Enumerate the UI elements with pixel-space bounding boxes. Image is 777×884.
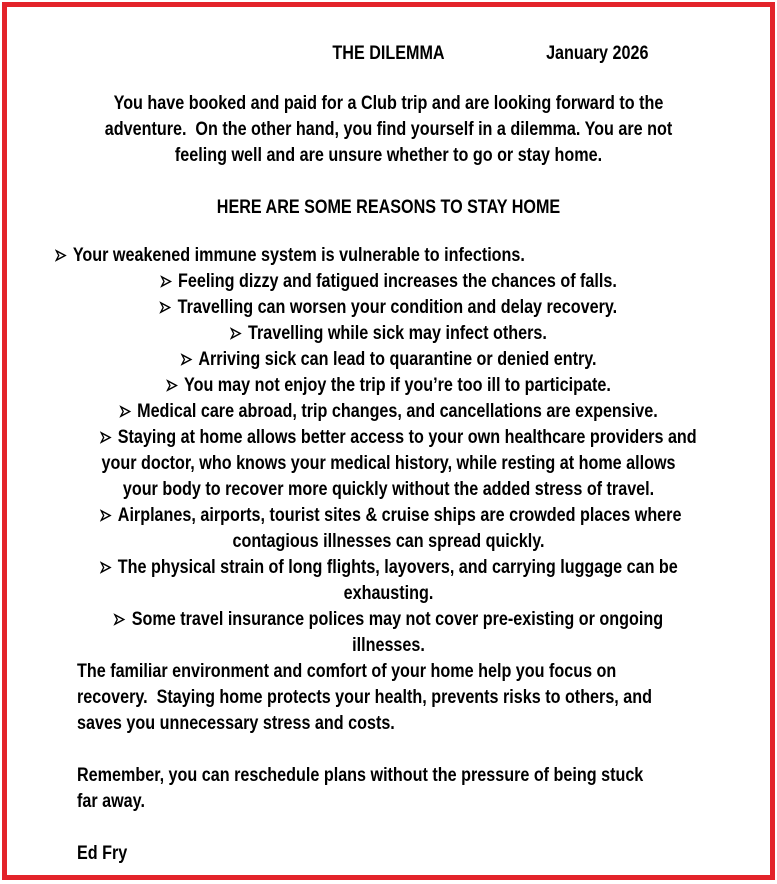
reason-item [49, 373, 728, 399]
reason-item [49, 399, 728, 425]
text-line: Arriving sick can lead to quarantine or denied entry. [100, 347, 677, 373]
text-line: Staying at home allows better access to your own healthcare providers and [100, 425, 677, 451]
text-line: You may not enjoy the trip if you’re too ill to participate. [100, 373, 677, 399]
section-heading-text: HERE ARE SOME REASONS TO STAY HOME [216, 197, 561, 218]
bullet-arrow-icon [160, 275, 172, 288]
header [49, 41, 728, 67]
reason-item [49, 425, 728, 503]
text-line: exhausting. [343, 583, 434, 604]
text-line: The familiar environment and comfort of your home help you focus on [77, 661, 617, 682]
bullet-arrow-icon [166, 379, 178, 392]
reason-item [49, 243, 728, 269]
bullet-arrow-icon [160, 301, 172, 314]
text-line: far away. [77, 791, 145, 812]
text-line: Travelling can worsen your condition and delay recovery. [100, 295, 677, 321]
reason-item [49, 555, 728, 607]
text-line: your body to recover more quickly without the added stress of travel. [122, 479, 655, 500]
bullet-arrow-icon [230, 327, 242, 340]
intro-paragraph [49, 91, 728, 169]
signature-text: Ed Fry [77, 843, 128, 864]
bullet-arrow-icon [100, 561, 112, 574]
bullet-arrow-icon [55, 249, 67, 262]
reason-item [49, 503, 728, 555]
section-heading [49, 195, 728, 221]
text-line: adventure. On the other hand, you find yourself in a dilemma. You are not [104, 119, 673, 140]
text-line: Medical care abroad, trip changes, and cancellations are expensive. [100, 399, 677, 425]
closing-paragraph [49, 763, 728, 815]
text-line: Remember, you can reschedule plans without the pressure of being stuck [77, 765, 644, 786]
bullet-arrow-icon [119, 405, 131, 418]
text-line: illnesses. [352, 635, 425, 656]
signature [49, 841, 728, 867]
reasons-list [49, 243, 728, 659]
text-line: recovery. Staying home protects your health, prevents risks to others, and [77, 687, 652, 708]
text-line: Feeling dizzy and fatigued increases the chances of falls. [100, 269, 677, 295]
closing-paragraphs [49, 659, 728, 815]
document-page [2, 2, 775, 880]
text-line: The physical strain of long flights, layovers, and carrying luggage can be [100, 555, 677, 581]
text-line: your doctor, who knows your medical history, while resting at home allows [101, 453, 676, 474]
text-line: Your weakened immune system is vulnerable to infections. [55, 243, 627, 269]
text-line: contagious illnesses can spread quickly. [232, 531, 545, 552]
reason-item [49, 321, 728, 347]
text-line: You have booked and paid for a Club trip and are looking forward to the [113, 93, 664, 114]
closing-paragraph [49, 659, 728, 737]
date-label: January 2026 [545, 43, 648, 64]
reason-item [49, 295, 728, 321]
bullet-arrow-icon [100, 509, 112, 522]
bullet-arrow-icon [180, 353, 192, 366]
reason-item [49, 347, 728, 373]
page-title: THE DILEMMA [332, 43, 445, 64]
reason-item [49, 607, 728, 659]
bullet-arrow-icon [114, 613, 126, 626]
text-line: Airplanes, airports, tourist sites & cruise ships are crowded places where [100, 503, 677, 529]
text-line: Some travel insurance polices may not cover pre-existing or ongoing [100, 607, 677, 633]
text-line: Travelling while sick may infect others. [100, 321, 677, 347]
text-line: feeling well and are unsure whether to go or stay home. [174, 145, 603, 166]
bullet-arrow-icon [100, 431, 112, 444]
text-line: saves you unnecessary stress and costs. [77, 713, 395, 734]
reason-item [49, 269, 728, 295]
